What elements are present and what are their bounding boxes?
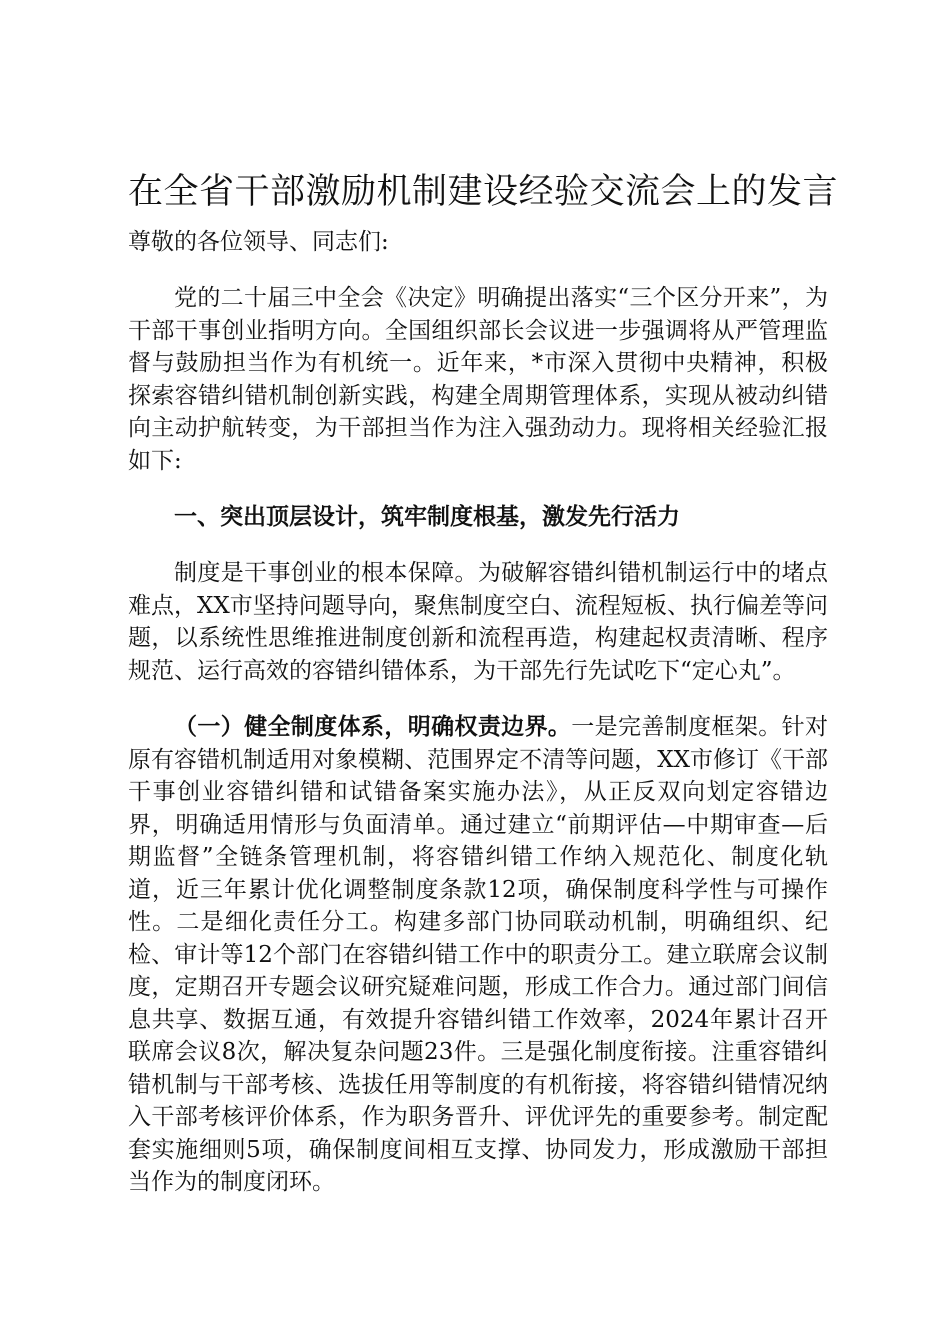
subsection-1-body: 一是完善制度框架。针对原有容错机制适用对象模糊、范围界定不清等问题，XX市修订《干部干事创业容错纠错和试错备案实施办法》，从正反双向划定容错边界，明确适用情形与负面清单。通过建立“前期评估—中期审查—后期监督”全链条管理机制，将容错纠错工作纳入规范化、制度化轨道，近三年累计优化调整制度条款12项，确保制度科学性与可操作性。二是细化责任分工。构建多部门协同联动机制，明确组织、纪检、审计等12个部门在容错纠错工作中的职责分工。建立联席会议制度，定期召开专题会议研究疑难问题，形成工作合力。通过部门间信息共享、数据互通，有效提升容错纠错工作效率，2024年累计召开联席会议8次，解决复杂问题23件。三是强化制度衔接。注重容错纠错机制与干部考核、选拔任用等制度的有机衔接，将容错纠错情况纳入干部考核评价体系，作为职务晋升、评优评先的重要参考。制定配套实施细则5项，确保制度间相互支撑、协同发力，形成激励干部担当作为的制度闭环。 bbox=[128, 714, 829, 1195]
document-title: 在全省干部激励机制建设经验交流会上的发言 bbox=[128, 172, 839, 212]
intro-paragraph: 党的二十届三中全会《决定》明确提出落实“三个区分开来”，为干部干事创业指明方向。全国组织部长会议进一步强调将从严管理监督与鼓励担当作为有机统一。近年来，*市深入贯彻中央精神，积极探索容错纠错机制创新实践，构建全周期管理体系，实现从被动纠错向主动护航转变，为干部担当作为注入强劲动力。现将相关经验汇报如下: bbox=[128, 285, 828, 474]
section-1-intro-paragraph: 制度是干事创业的根本保障。为破解容错纠错机制运行中的堵点难点，XX市坚持问题导向，聚焦制度空白、流程短板、执行偏差等问题，以系统性思维推进制度创新和流程再造，构建起权责清晰、程序规范、运行高效的容错纠错体系，为干部先行先试吃下“定心丸”。 bbox=[128, 560, 828, 684]
document-page bbox=[128, 168, 839, 1223]
salutation: 尊敬的各位领导、同志们: bbox=[128, 229, 389, 255]
subsection-1-paragraph bbox=[128, 711, 828, 1199]
section-1-heading: 一、突出顶层设计，筑牢制度根基，激发先行活力 bbox=[174, 503, 680, 530]
subsection-1-heading: （一）健全制度体系，明确权责边界。 bbox=[174, 713, 572, 740]
